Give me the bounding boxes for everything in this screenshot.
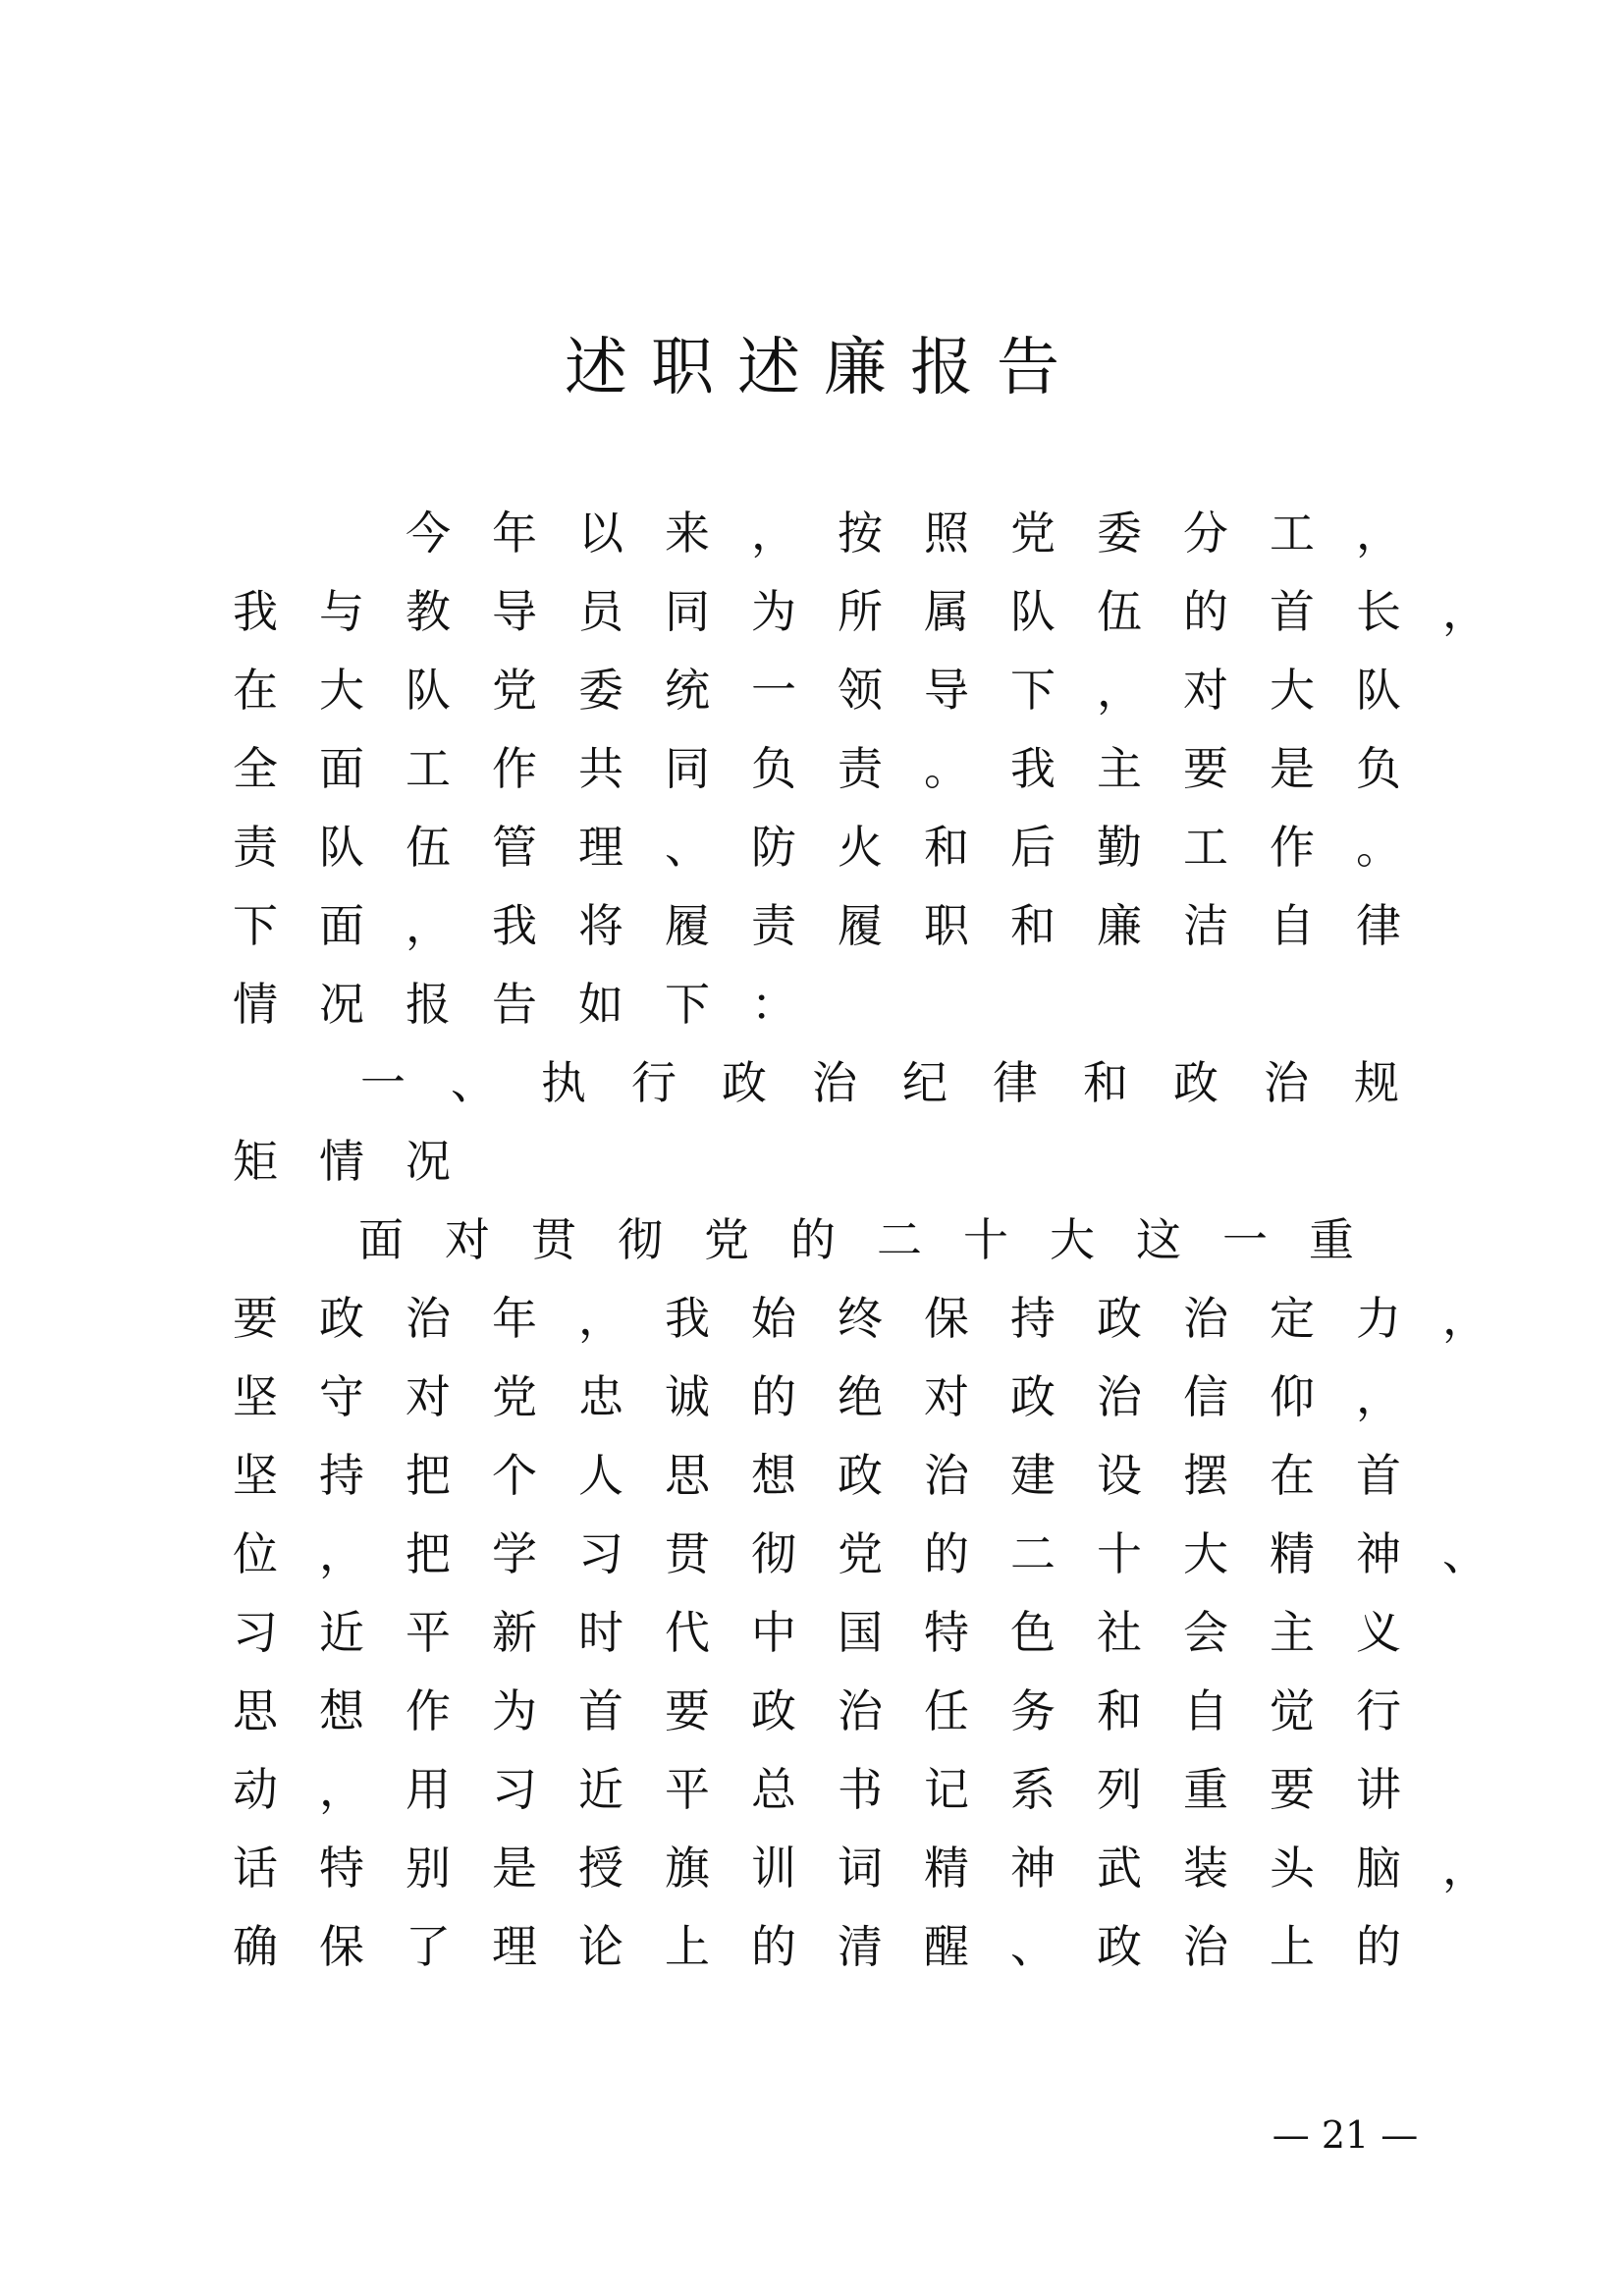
- text-line: 我 与 教 导 员 同 为 所 属 队 伍 的 首 长 ，: [233, 585, 1488, 638]
- text-line: 确 保 了 理 论 上 的 清 醒 、 政 治 上 的: [233, 1920, 1401, 1973]
- text-line: 思 想 作 为 首 要 政 治 任 务 和 自 觉 行: [233, 1684, 1401, 1737]
- text-line: 坚 持 把 个 人 思 想 政 治 建 设 摆 在 首: [233, 1449, 1401, 1502]
- text-line: 面 对 贯 彻 党 的 二 十 大 这 一 重: [358, 1213, 1354, 1266]
- section-heading-line: 矩 情 况: [233, 1135, 451, 1188]
- text-line: 下 面 ， 我 将 履 责 履 职 和 廉 洁 自 律: [233, 899, 1401, 952]
- text-line: 情 况 报 告 如 下 ：: [233, 978, 796, 1031]
- text-line: 话 特 别 是 授 旗 训 词 精 神 武 装 头 脑 ，: [233, 1842, 1488, 1895]
- text-line: 习 近 平 新 时 代 中 国 特 色 社 会 主 义: [233, 1606, 1401, 1659]
- text-line: 动 ， 用 习 近 平 总 书 记 系 列 重 要 讲: [233, 1763, 1401, 1816]
- text-line: 在 大 队 党 委 统 一 领 导 下 ， 对 大 队: [233, 664, 1401, 717]
- document-title: 述职述廉报告: [565, 332, 1083, 404]
- text-line: 坚 守 对 党 忠 诚 的 绝 对 政 治 信 仰 ，: [233, 1370, 1401, 1423]
- text-line: 要 政 治 年 ， 我 始 终 保 持 政 治 定 力 ，: [233, 1292, 1488, 1345]
- text-line: 责 队 伍 管 理 、 防 火 和 后 勤 工 作 。: [233, 821, 1401, 874]
- page-number: — 21 —: [1272, 2113, 1419, 2157]
- text-line: 位 ， 把 学 习 贯 彻 党 的 二 十 大 精 神 、: [233, 1527, 1488, 1580]
- section-heading-line: 一 、 执 行 政 治 纪 律 和 政 治 规: [360, 1056, 1399, 1109]
- text-line: 今 年 以 来 ， 按 照 党 委 分 工 ，: [406, 507, 1401, 560]
- text-line: 全 面 工 作 共 同 负 责 。 我 主 要 是 负: [233, 742, 1401, 795]
